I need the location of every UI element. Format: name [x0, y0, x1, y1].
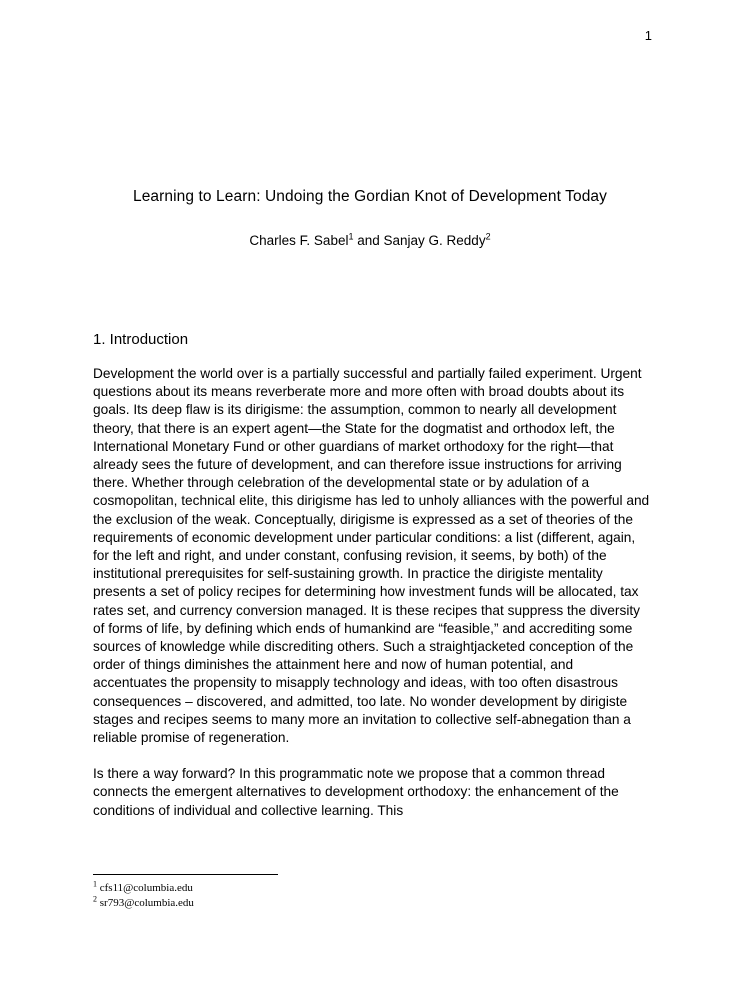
footnote-2-text: sr793@columbia.edu [99, 897, 194, 909]
paper-title: Learning to Learn: Undoing the Gordian Knot of Development Today [132, 188, 607, 205]
author-2-footnote-marker: 2 [485, 231, 491, 242]
footnote-separator [93, 874, 278, 875]
footnote-2-marker: 2 [93, 894, 97, 904]
authors-line [0, 233, 740, 248]
section-heading: 1. Introduction [93, 331, 189, 348]
authors-connector: and [353, 233, 384, 248]
body-content [93, 331, 650, 838]
page-number: 1 [644, 28, 652, 43]
footnote-2 [93, 896, 650, 911]
footnote-1 [93, 881, 650, 896]
footnote-1-marker: 1 [93, 879, 97, 889]
author-1-footnote-marker: 1 [348, 231, 354, 242]
paragraph-1: Development the world over is a partially successful and partially failed experiment. Urgent questions about its means reverberate more and more often with broad doubts about its goals. Its deep flaw is its dirigisme: the assumption, common to nearly all development theory, that there is an expert agent—the State for the dogmatist and orthodox left, the International Monetary Fund or other guardians of market orthodoxy for the right—that already sees the future of development, and can therefore issue instructions for arriving there. Whether through celebration of the developmental state or by adulation of a cosmopolitan, technical elite, this dirigisme has led to unholy alliances with the powerful and the exclusion of the weak. Conceptually, dirigisme is expressed as a set of theories of the requirements of economic development under particular conditions: a list (different, again, for the left and right, and under constant, confusing revision, it seems, by both) of the institutional prerequisites for self-sustaining growth. In practice the dirigiste mentality presents a set of policy recipes for determining how investment funds will be allocated, tax rates set, and currency conversion managed. It is these recipes that suppress the diversity of forms of life, by defining which ends of humankind are “feasible,” and accrediting some sources of knowledge while discrediting others. Such a straightjacketed conception of the order of things diminishes the attainment here and now of human potential, and accentuates the propensity to misapply technology and ideas, with too often disastrous consequences – discovered, and admitted, too late. No wonder development by dirigiste stages and recipes seems to many more an invitation to collective self-abnegation than a reliable promise of regeneration. [93, 366, 650, 746]
author-1: Charles F. Sabel [249, 233, 349, 248]
author-2: Sanjay G. Reddy [383, 233, 486, 248]
paragraph-2: Is there a way forward? In this programmatic note we propose that a common thread connects the emergent alternatives to development orthodoxy: the enhancement of the conditions of individual and collective learning. This [93, 766, 619, 818]
footnote-1-text: cfs11@columbia.edu [99, 882, 193, 894]
footnotes-block [93, 874, 650, 911]
